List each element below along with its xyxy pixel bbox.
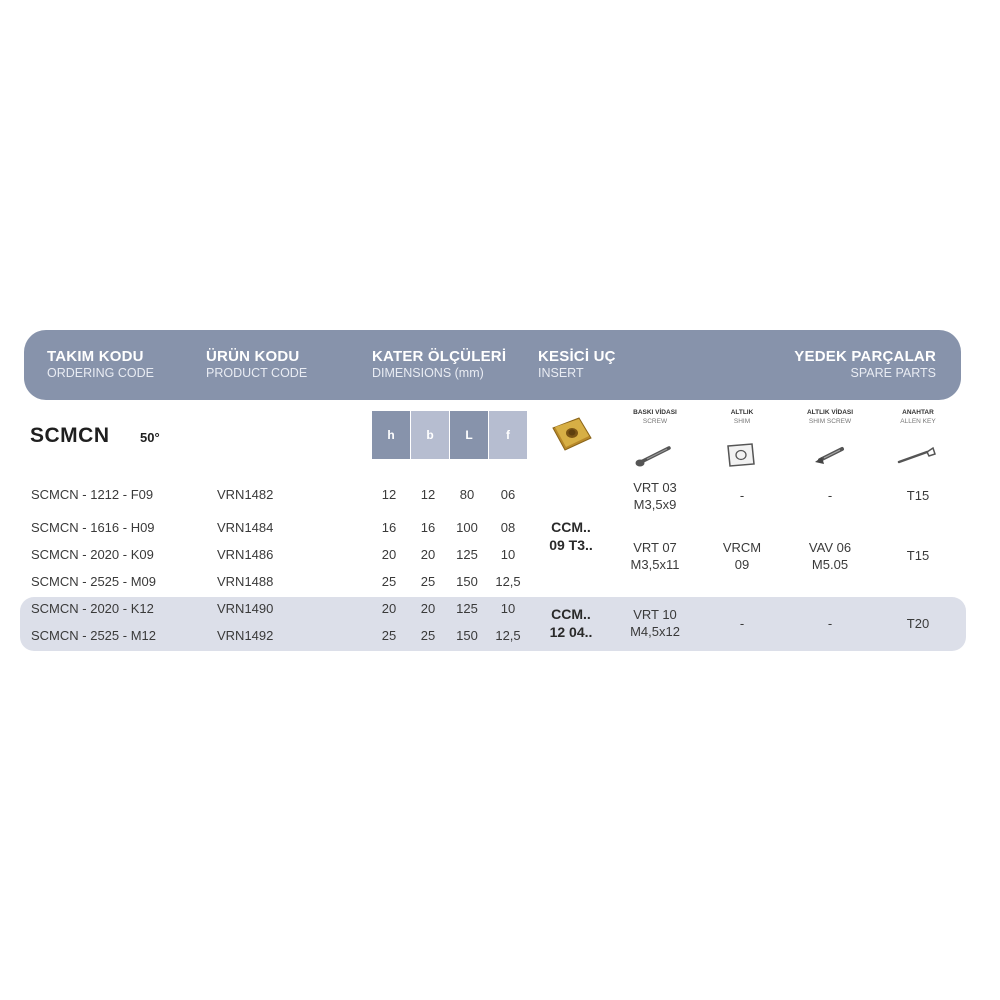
row-1-L: 80 xyxy=(459,487,475,502)
spare-1-shimscrew: - xyxy=(827,488,833,503)
spare-2-screw-code: VRT 07 xyxy=(633,540,677,555)
row-1-b: 12 xyxy=(420,487,436,502)
insert-1-line1: CCM.. xyxy=(551,519,591,535)
header-dimensions-title: KATER ÖLÇÜLERİ xyxy=(372,348,507,365)
header-dimensions-sub: DIMENSIONS (mm) xyxy=(372,366,484,380)
row-2-code: SCMCN - 1616 - H09 xyxy=(31,520,155,535)
spare-2-key: T15 xyxy=(906,548,930,563)
row-3-product: VRN1486 xyxy=(217,547,274,562)
row-5-L: 125 xyxy=(456,601,478,616)
spare-2-shim-size: 09 xyxy=(734,557,750,572)
row-5-code: SCMCN - 2020 - K12 xyxy=(31,601,154,616)
row-6-code: SCMCN - 2525 - M12 xyxy=(31,628,156,643)
shim-icon xyxy=(724,440,758,470)
row-1-h: 12 xyxy=(381,487,397,502)
allen-key-icon xyxy=(895,442,939,468)
row-2-product: VRN1484 xyxy=(217,520,274,535)
spare-2-shimscrew-code: VAV 06 xyxy=(808,540,852,555)
header-insert-sub: INSERT xyxy=(538,366,584,380)
spare-2-shimscrew-size: M5.05 xyxy=(811,557,849,572)
row-4-L: 150 xyxy=(456,574,478,589)
screw-icon xyxy=(633,440,677,470)
dim-header-f: f xyxy=(489,411,527,459)
spare-header-screw-sub: SCREW xyxy=(642,418,668,425)
dim-header-b: b xyxy=(411,411,449,459)
row-5-h: 20 xyxy=(381,601,397,616)
spare-2-screw-size: M3,5x11 xyxy=(630,557,680,572)
row-6-product: VRN1492 xyxy=(217,628,274,643)
row-1-f: 06 xyxy=(500,487,516,502)
row-5-product: VRN1490 xyxy=(217,601,274,616)
spare-header-shimscrew-title: ALTLIK VİDASI xyxy=(806,409,854,416)
row-6-f: 12,5 xyxy=(495,628,521,643)
spare-3-shim: - xyxy=(739,616,745,631)
header-product-sub: PRODUCT CODE xyxy=(206,366,308,380)
row-1-product: VRN1482 xyxy=(217,487,274,502)
series-angle: 50° xyxy=(140,430,160,445)
spare-header-shim-sub: SHIM xyxy=(733,418,751,425)
row-3-h: 20 xyxy=(381,547,397,562)
spare-header-screw-title: BASKI VİDASI xyxy=(633,409,677,416)
header-ordering-sub: ORDERING CODE xyxy=(47,366,154,380)
spare-1-screw-code: VRT 03 xyxy=(633,480,677,495)
insert-icon xyxy=(549,414,595,454)
insert-2-line2: 12 04.. xyxy=(549,624,593,640)
spare-header-shimscrew-sub: SHIM SCREW xyxy=(808,418,852,425)
insert-2-line1: CCM.. xyxy=(551,606,591,622)
spare-header-key-sub: ALLEN KEY xyxy=(900,418,936,425)
row-3-b: 20 xyxy=(420,547,436,562)
spare-header-key-title: ANAHTAR xyxy=(902,409,934,416)
header-bar xyxy=(24,330,961,400)
row-4-b: 25 xyxy=(420,574,436,589)
row-3-f: 10 xyxy=(500,547,516,562)
spare-3-shimscrew: - xyxy=(827,616,833,631)
header-product-title: ÜRÜN KODU xyxy=(206,348,300,365)
spare-3-screw-size: M4,5x12 xyxy=(630,624,680,639)
header-spare-title: YEDEK PARÇALAR xyxy=(794,348,936,365)
spare-3-screw-code: VRT 10 xyxy=(633,607,677,622)
header-insert-title: KESİCİ UÇ xyxy=(538,348,616,365)
row-5-f: 10 xyxy=(500,601,516,616)
row-6-h: 25 xyxy=(381,628,397,643)
insert-1-line2: 09 T3.. xyxy=(549,537,593,553)
row-3-L: 125 xyxy=(456,547,478,562)
row-6-L: 150 xyxy=(456,628,478,643)
header-spare-sub: SPARE PARTS xyxy=(850,366,936,380)
series-name: SCMCN xyxy=(30,424,110,447)
header-ordering-title: TAKIM KODU xyxy=(47,348,144,365)
spare-1-key: T15 xyxy=(906,488,930,503)
spare-1-shim: - xyxy=(739,488,745,503)
row-4-code: SCMCN - 2525 - M09 xyxy=(31,574,156,589)
row-2-b: 16 xyxy=(420,520,436,535)
row-4-h: 25 xyxy=(381,574,397,589)
dim-header-h: h xyxy=(372,411,410,459)
spare-1-screw-size: M3,5x9 xyxy=(633,497,677,512)
row-1-code: SCMCN - 1212 - F09 xyxy=(31,487,154,502)
row-2-f: 08 xyxy=(500,520,516,535)
spare-header-shim-title: ALTLIK xyxy=(730,409,754,416)
row-6-b: 25 xyxy=(420,628,436,643)
row-2-L: 100 xyxy=(456,520,478,535)
row-2-h: 16 xyxy=(381,520,397,535)
dim-header-L: L xyxy=(450,411,488,459)
row-5-b: 20 xyxy=(420,601,436,616)
row-4-f: 12,5 xyxy=(495,574,521,589)
row-3-code: SCMCN - 2020 - K09 xyxy=(31,547,154,562)
spare-3-key: T20 xyxy=(906,616,930,631)
spare-2-shim-code: VRCM xyxy=(722,540,762,555)
row-4-product: VRN1488 xyxy=(217,574,274,589)
shim-screw-icon xyxy=(810,440,854,470)
